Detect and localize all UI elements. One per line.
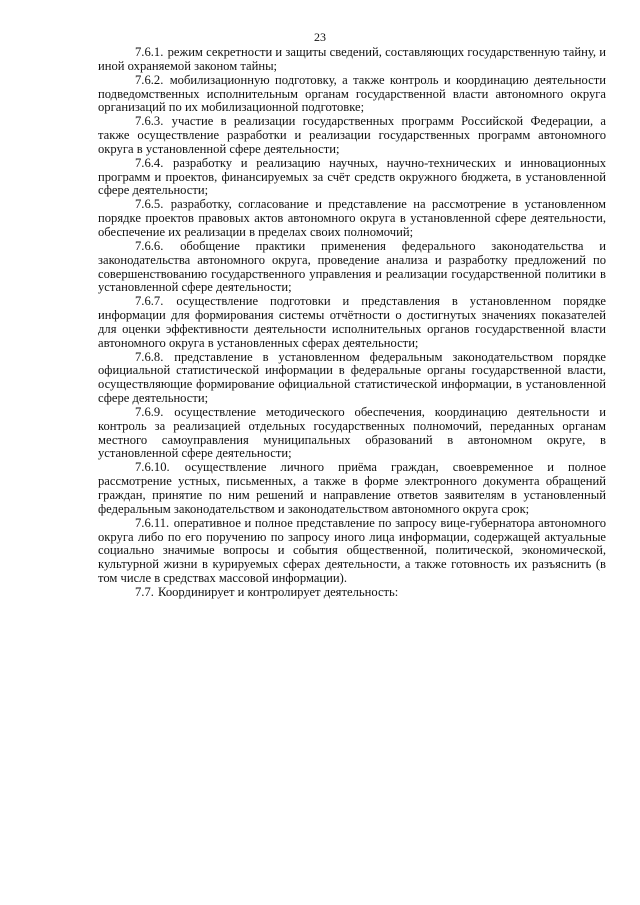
paragraph-text: разработку, согласование и представление на рассмотрение в установленном порядке проектов правовых актов автономного округа в установленной сфере деятельности, обеспечение их реализации в пределах своих полномочий; <box>98 197 606 239</box>
paragraph-text: мобилизационную подготовку, а также контроль и координацию деятельности подведомственных исполнительным органам государственной власти автономного округа организаций по их мобилизационной подготовке; <box>98 72 606 115</box>
paragraph-number: 7.6.7. <box>135 294 164 309</box>
paragraph-text: режим секретности и защиты сведений, составляющих государственную тайну, и иной охраняемой законом тайны; <box>98 45 607 73</box>
paragraph-text: оперативное и полное представление по запросу вице-губернатора автономного округа либо по его поручению по запросу иного лица информации, содержащей актуальные социально значимые вопросы и события общественной, политической, экономической, культурной жизни в курируемых сферах деятельности, а также готовность их разъяснить (в том числе в средствах массовой информации). <box>98 515 606 586</box>
paragraph-number: 7.6.10. <box>135 460 170 475</box>
paragraph-7-6-10 <box>98 461 606 516</box>
paragraph-text: осуществление личного приёма граждан, своевременное и полное рассмотрение устных, письменных, а также в форме электронного документа обращений граждан, принятие по ним решений и направление ответов заявителям в установленный федеральным законодательством и законодательством автономного округа срок; <box>98 460 606 516</box>
paragraph-text: разработку и реализацию научных, научно-технических и инновационных программ и проектов, финансируемых за счёт средств окружного бюджета, в установленной сфере деятельности; <box>98 155 607 198</box>
paragraph-number: 7.6.3. <box>135 114 164 129</box>
paragraph-7-6-2 <box>98 74 606 116</box>
paragraph-7-6-6 <box>98 240 606 295</box>
paragraph-text: осуществление методического обеспечения, координацию деятельности и контроль за реализацией отдельных государственных полномочий, переданных органам местного самоуправления муниципальных образований в автономном округе, в установленной сфере деятельности; <box>98 404 606 461</box>
paragraph-7-6-9 <box>98 406 606 461</box>
paragraph-7-6-1 <box>98 46 606 74</box>
page-number: 23 <box>314 30 326 44</box>
paragraph-7-6-11 <box>98 517 606 586</box>
paragraph-7-6-3 <box>98 115 606 157</box>
document-body <box>98 46 606 600</box>
paragraph-text: Координирует и контролирует деятельность: <box>158 584 399 599</box>
paragraph-7-7 <box>98 586 606 600</box>
paragraph-number: 7.7. <box>135 584 154 599</box>
paragraph-number: 7.6.11. <box>135 515 170 530</box>
paragraph-7-6-7 <box>98 295 606 350</box>
paragraph-number: 7.6.2. <box>135 72 164 87</box>
paragraph-text: представление в установленном федеральным законодательством порядке официальной статистической информации в федеральные органы государственной власти, осуществляющие формирование официальной статистической информации, в установленной сфере деятельности; <box>98 349 606 406</box>
paragraph-7-6-8 <box>98 351 606 406</box>
paragraph-text: участие в реализации государственных программ Российской Федерации, а также осуществление разработки и реализации государственных программ автономного округа в установленной сфере деятельности; <box>98 114 606 156</box>
paragraph-number: 7.6.6. <box>135 238 164 253</box>
paragraph-7-6-5 <box>98 198 606 240</box>
paragraph-number: 7.6.1. <box>135 45 164 59</box>
paragraph-7-6-4 <box>98 157 606 199</box>
paragraph-number: 7.6.4. <box>135 155 164 170</box>
paragraph-text: осуществление подготовки и представления в установленном порядке информации для формирования системы отчётности о достигнутых значениях показателей для оценки эффективности деятельности исполнительных органов государственной власти автономного округа в установленных сферах деятельности; <box>98 294 607 350</box>
paragraph-number: 7.6.9. <box>135 404 164 419</box>
paragraph-number: 7.6.8. <box>135 349 164 364</box>
paragraph-text: обобщение практики применения федерального законодательства и законодательства автономного округа, проведение анализа и разработку предложений по совершенствованию государственного управления и реализации государственной политики в установленной сфере деятельности; <box>98 238 606 295</box>
paragraph-number: 7.6.5. <box>135 197 164 212</box>
